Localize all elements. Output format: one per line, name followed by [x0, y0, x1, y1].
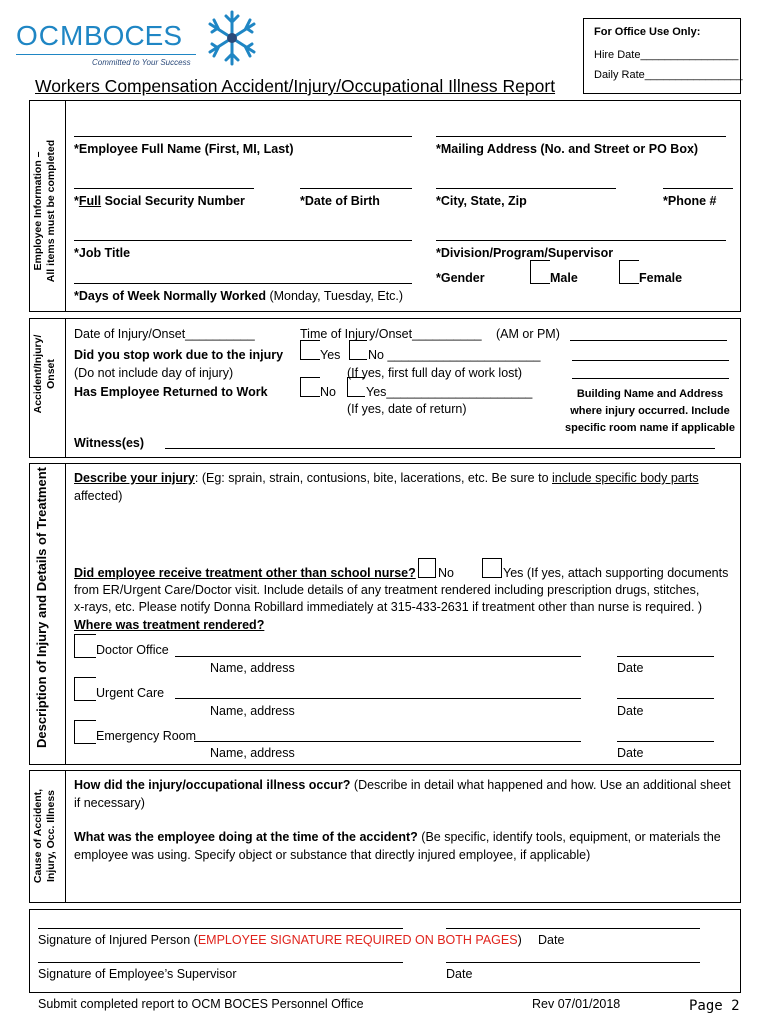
- stop-work-no-field[interactable]: No ______________________: [368, 348, 541, 362]
- ssn-label: *Full Social Security Number: [74, 194, 245, 208]
- how-occurred-label: How did the injury/occupational illness occur? (Describe in detail what happened and how. Use an additional sheet: [74, 778, 731, 792]
- injured-signature-date: Date: [538, 933, 565, 947]
- employee-side-label: Employee Information – All items must be completed: [32, 139, 57, 283]
- urgent-date: Date: [617, 704, 644, 718]
- treatment-yes-checkbox[interactable]: [482, 558, 502, 578]
- describe-injury-label: Describe your injury: (Eg: sprain, strain, contusions, bite, lacerations, etc. Be sure to include specific body parts: [74, 471, 699, 485]
- doctor-date: Date: [617, 661, 644, 675]
- daily-rate-field[interactable]: Daily Rate________________: [594, 69, 743, 81]
- date-of-return-note: (If yes, date of return): [347, 402, 467, 416]
- supervisor-signature-date: Date: [446, 967, 473, 981]
- stop-work-note: (Do not include day of injury): [74, 366, 234, 380]
- doctor-name-address: Name, address: [210, 661, 295, 675]
- doctor-office-label: Doctor Office: [96, 643, 169, 657]
- returned-label: Has Employee Returned to Work: [74, 385, 268, 399]
- treatment-no-checkbox[interactable]: [418, 558, 436, 578]
- job-title-label: *Job Title: [74, 246, 131, 260]
- treatment-question: Did employee receive treatment other than school nurse?: [74, 566, 416, 580]
- emergency-name-address: Name, address: [210, 746, 295, 760]
- treatment-line-2: from ER/Urgent Care/Doctor visit. Include details of any treatment rendered including prescription drugs, stitches,: [74, 583, 700, 597]
- revision-label: Rev 07/01/2018: [532, 997, 621, 1011]
- page-number: Page 2: [689, 998, 740, 1014]
- treatment-side-label: Description of Injury and Details of Treatment: [34, 467, 49, 748]
- logo-ocm: OCM: [16, 20, 85, 51]
- female-checkbox[interactable]: [619, 260, 639, 284]
- returned-yes-field[interactable]: Yes_____________________: [366, 385, 533, 399]
- female-label: Female: [639, 271, 683, 285]
- am-pm-label: (AM or PM): [496, 327, 560, 341]
- city-state-zip-label: *City, State, Zip: [436, 194, 527, 208]
- snowflake-icon: [204, 8, 260, 68]
- page-title: Workers Compensation Accident/Injury/Occupational Illness Report: [35, 76, 556, 96]
- male-label: Male: [550, 271, 578, 285]
- urgent-name-address: Name, address: [210, 704, 295, 718]
- urgent-care-label: Urgent Care: [96, 686, 165, 700]
- emergency-room-label: Emergency Room: [96, 729, 197, 743]
- accident-side-label: Accident/Injury/ Onset: [32, 334, 57, 414]
- dob-label: *Date of Birth: [300, 194, 380, 208]
- emergency-room-checkbox[interactable]: [74, 720, 96, 744]
- cause-side-label: Cause of Accident, Injury, Occ. Illness: [32, 788, 57, 884]
- doctor-office-checkbox[interactable]: [74, 634, 96, 658]
- returned-no-checkbox[interactable]: [300, 377, 320, 397]
- stop-work-label: Did you stop work due to the injury: [74, 348, 284, 362]
- building-note: Building Name and Address where injury occurred. Include specific room name if applicable: [565, 388, 735, 434]
- stop-work-yes-checkbox[interactable]: [300, 340, 320, 360]
- time-of-injury-field[interactable]: Time of Injury/Onset__________: [300, 327, 482, 341]
- injured-signature-label: Signature of Injured Person (EMPLOYEE SIGNATURE REQUIRED ON BOTH PAGES): [38, 933, 522, 947]
- mailing-address-label: *Mailing Address (No. and Street or PO Box): [436, 142, 699, 156]
- logo: [16, 14, 266, 74]
- full-name-label: *Employee Full Name (First, MI, Last): [74, 142, 294, 156]
- witness-label: Witness(es): [74, 436, 145, 450]
- describe-injury-end: affected): [74, 489, 123, 503]
- where-treated-label: Where was treatment rendered?: [74, 618, 265, 632]
- treatment-line-3: x-rays, etc. Please notify Donna Robillard immediately at 315-433-2631 if treatment other than nurse is required. ): [74, 600, 703, 614]
- gender-label: *Gender: [436, 271, 485, 285]
- emergency-date: Date: [617, 746, 644, 760]
- phone-label: *Phone #: [663, 194, 717, 208]
- returned-yes-checkbox[interactable]: [347, 377, 365, 397]
- treatment-no-label: No: [438, 566, 454, 580]
- stop-work-no-checkbox[interactable]: [349, 340, 367, 360]
- urgent-care-checkbox[interactable]: [74, 677, 96, 701]
- employee-doing-label: What was the employee doing at the time of the accident? (Be specific, identify tools, equipment, or materials the: [74, 830, 721, 844]
- employee-doing-line2: employee was using. Specify object or substance that directly injured employee, if applicable): [74, 848, 591, 862]
- office-use-heading: For Office Use Only:: [594, 26, 701, 38]
- supervisor-signature-label: Signature of Employee’s Supervisor: [38, 967, 237, 981]
- returned-no-label: No: [320, 385, 336, 399]
- days-worked-label: *Days of Week Normally Worked (Monday, Tuesday, Etc.): [74, 289, 404, 303]
- male-checkbox[interactable]: [530, 260, 550, 284]
- division-label: *Division/Program/Supervisor: [436, 246, 614, 260]
- how-occurred-line2: if necessary): [74, 796, 145, 810]
- treatment-section: [29, 463, 741, 765]
- first-day-lost-note: (If yes, first full day of work lost): [347, 366, 523, 380]
- logo-boces: BOCES: [84, 20, 183, 51]
- date-of-injury-field[interactable]: Date of Injury/Onset__________: [74, 327, 255, 341]
- logo-tagline: Committed to Your Success: [92, 58, 191, 67]
- submit-note: Submit completed report to OCM BOCES Personnel Office: [38, 997, 364, 1011]
- hire-date-field[interactable]: Hire Date________________: [594, 49, 739, 61]
- stop-work-yes-label: Yes: [320, 348, 341, 362]
- office-use-box: [583, 18, 741, 94]
- treatment-yes-label: Yes (If yes, attach supporting documents: [503, 566, 729, 580]
